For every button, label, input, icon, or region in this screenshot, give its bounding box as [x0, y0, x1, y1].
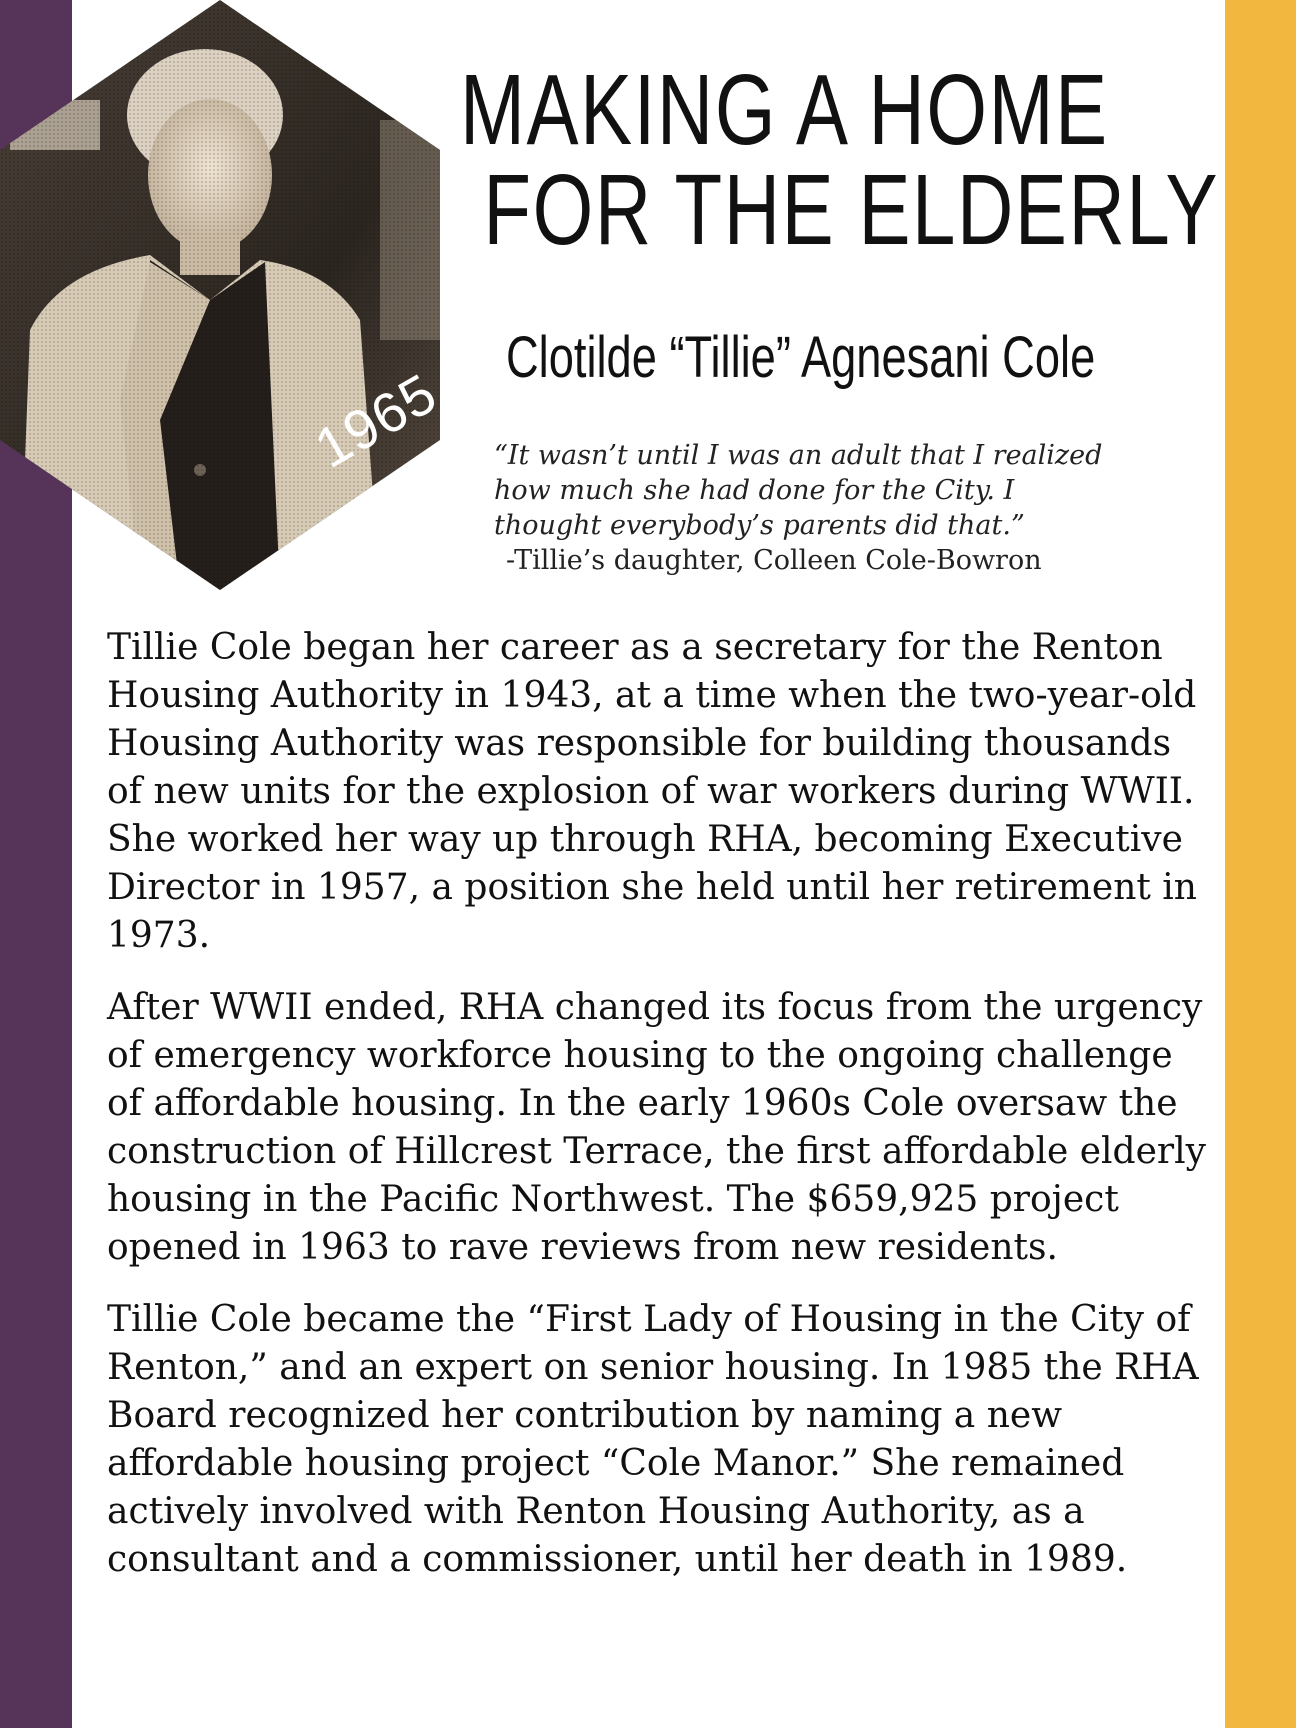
- quote-attribution: -Tillie’s daughter, Colleen Cole-Bowron: [506, 545, 1042, 576]
- quote-text: “It wasn’t until I was an adult that I realized how much she had done for the City. I thought everybody’s parents did that.”: [494, 440, 1103, 541]
- title-line-2: FOR THE ELDERLY: [483, 154, 1220, 266]
- title-line-1: MAKING A HOME: [460, 54, 1109, 166]
- body-text: [107, 624, 1217, 1608]
- photo-year-label: 1965: [304, 360, 448, 480]
- paragraph: Tillie Cole became the “First Lady of Housing in the City of Renton,” and an expert on senior housing. In 1985 the RHA Board recognized her contribution by naming a new affordable housing project “Cole Manor.” She remained actively involved with Renton Housing Authority, as a consultant and a commissioner, until her death in 1989.: [107, 1299, 1199, 1580]
- right-gold-bar: [1225, 0, 1296, 1728]
- pull-quote: [494, 438, 1194, 578]
- portrait-photo: [0, 0, 448, 590]
- paragraph: After WWII ended, RHA changed its focus from the urgency of emergency workforce housing to the ongoing challenge of affordable housing. In the early 1960s Cole oversaw the construction of Hillcrest Terrace, the first affordable elderly housing in the Pacific Northwest. The $659,925 project opened in 1963 to rave reviews from new residents.: [107, 987, 1206, 1268]
- paragraph: Tillie Cole began her career as a secretary for the Renton Housing Authority in 1943, at a time when the two-year-old Housing Authority was responsible for building thousands of new units for the explosion of war workers during WWII. She worked her way up through RHA, becoming Executive Director in 1957, a position she held until her retirement in 1973.: [107, 627, 1197, 956]
- page-title: [460, 54, 1220, 266]
- subtitle-name: Clotilde “Tillie” Agnesani Cole: [506, 325, 1096, 390]
